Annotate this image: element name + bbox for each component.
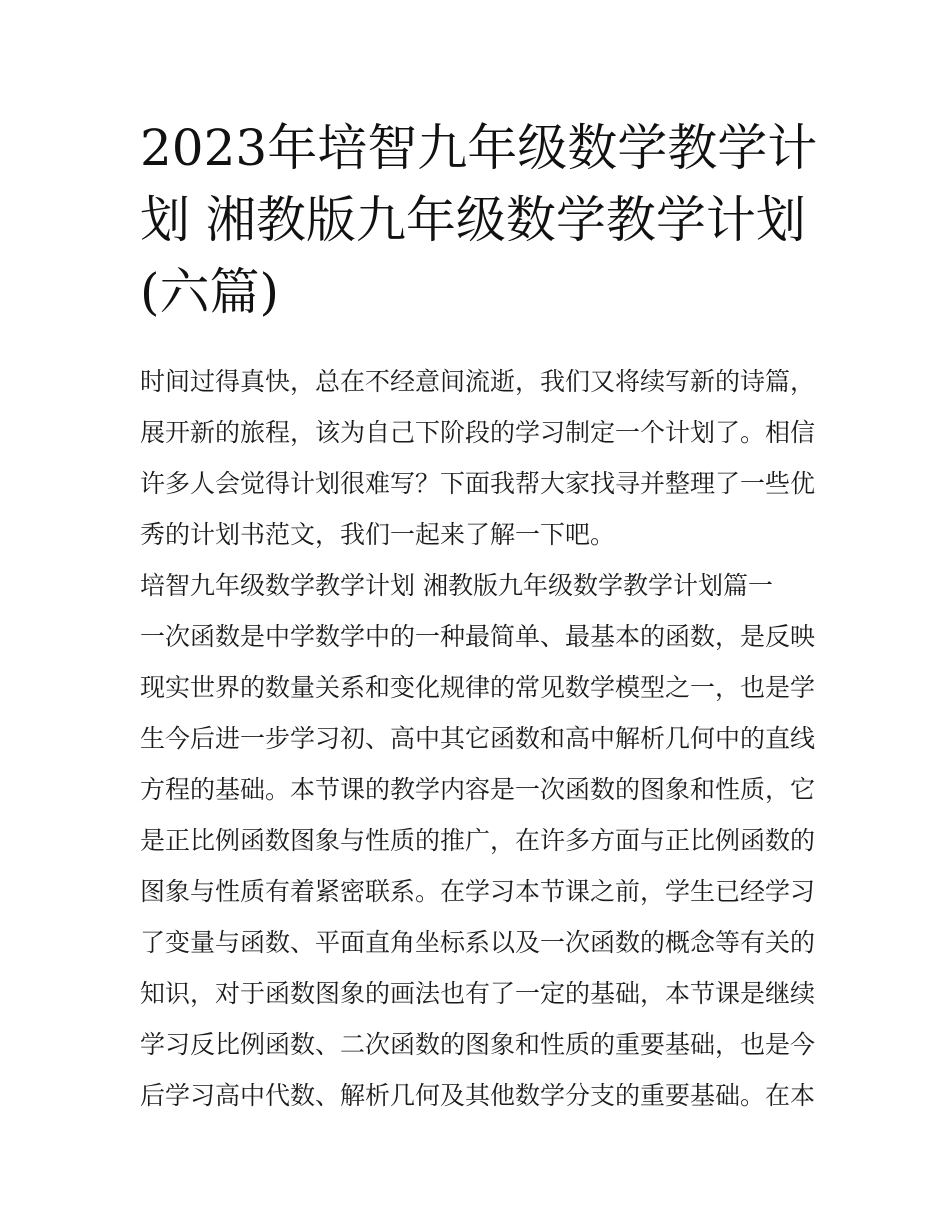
body-line: 了变量与函数、平面直角坐标系以及一次函数的概念等有关的 xyxy=(140,928,816,957)
document-body xyxy=(140,356,820,1121)
body-line: 现实世界的数量关系和变化规律的常见数学模型之一，也是学 xyxy=(140,673,816,702)
title-line: (六篇) xyxy=(140,263,280,321)
body-line: 展开新的旅程，该为自己下阶段的学习制定一个计划了。相信 xyxy=(140,418,816,447)
body-line: 知识，对于函数图象的画法也有了一定的基础，本节课是继续 xyxy=(140,979,816,1008)
body-line: 方程的基础。本节课的教学内容是一次函数的图象和性质，它 xyxy=(140,775,816,804)
body-line: 许多人会觉得计划很难写？下面我帮大家找寻并整理了一些优 xyxy=(140,469,816,498)
section-heading: 培智九年级数学教学计划 湘教版九年级数学教学计划篇一 xyxy=(140,571,773,600)
body-line: 是正比例函数图象与性质的推广，在许多方面与正比例函数的 xyxy=(140,826,816,855)
body-line: 后学习高中代数、解析几何及其他数学分支的重要基础。在本 xyxy=(140,1081,816,1110)
body-line: 图象与性质有着紧密联系。在学习本节课之前，学生已经学习 xyxy=(140,877,816,906)
body-line: 学习反比例函数、二次函数的图象和性质的重要基础，也是今 xyxy=(140,1030,816,1059)
body-line: 一次函数是中学数学中的一种最简单、最基本的函数，是反映 xyxy=(140,622,816,651)
body-line: 生今后进一步学习初、高中其它函数和高中解析几何中的直线 xyxy=(140,724,816,753)
body-line: 秀的计划书范文，我们一起来了解一下吧。 xyxy=(140,520,616,549)
title-line: 划 湘教版九年级数学教学计划 xyxy=(140,191,806,249)
title-line: 2023年培智九年级数学教学计 xyxy=(140,119,818,177)
document-title xyxy=(140,112,820,328)
body-line: 时间过得真快，总在不经意间流逝，我们又将续写新的诗篇， xyxy=(140,367,816,396)
